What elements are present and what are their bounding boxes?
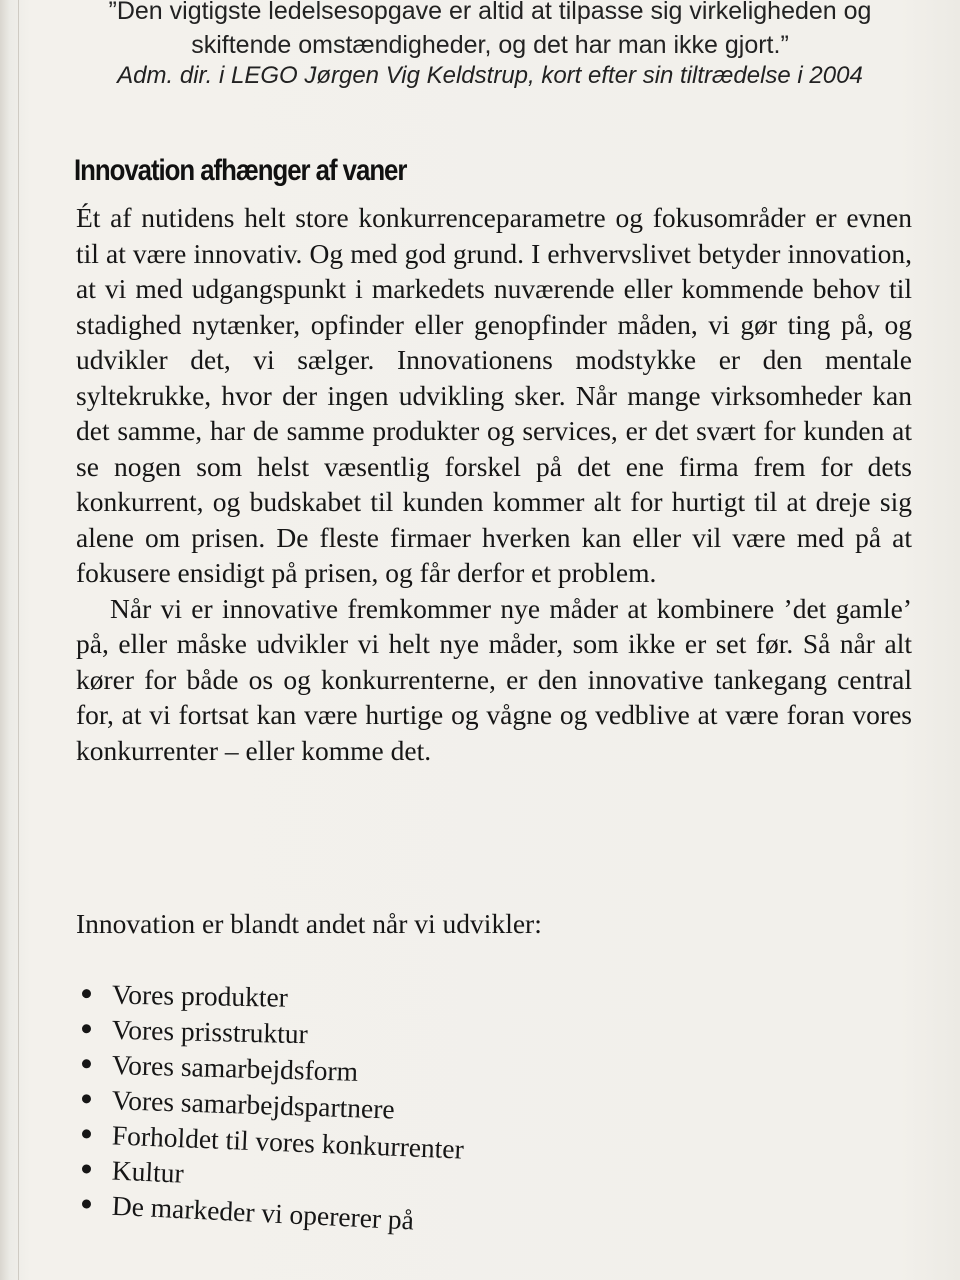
page-gutter	[0, 0, 19, 1280]
bullet-list	[76, 976, 636, 1236]
bullet-icon	[82, 1199, 91, 1208]
bullet-icon	[82, 1094, 91, 1103]
list-intro: Innovation er blandt andet når vi udvikler:	[76, 908, 542, 939]
bullet-icon	[82, 989, 91, 998]
paragraph-2: Når vi er innovative fremkommer nye måder at kombinere ’det gamle’ på, eller måske udvikler vi helt nye måder, som ikke er set før. Så når alt kører for både os og konkurrenterne, er den innovative tankegang central for, at vi fortsat kan være hurtige og vågne og vedblive at være foran vores konkurrenter – eller komme det.	[76, 592, 912, 766]
quote-line-1: ”Den vigtigste ledelsesopgave er altid at tilpasse sig virkeligheden og	[108, 0, 872, 25]
bullet-icon	[82, 1024, 91, 1033]
list-item-text: Vores produkter	[111, 978, 289, 1013]
bullet-icon	[82, 1164, 91, 1173]
quote-attribution: Adm. dir. i LEGO Jørgen Vig Keldstrup, kort efter sin tiltrædelse i 2004	[117, 62, 863, 89]
epigraph-quote	[60, 0, 920, 62]
list-item-text: Vores samarbejdspartnere	[111, 1084, 396, 1125]
list-item-text: Forholdet til vores konkurrenter	[111, 1119, 465, 1165]
list-item-text: Vores prisstruktur	[111, 1013, 309, 1050]
list-item-text: De markeder vi opererer på	[111, 1189, 415, 1236]
paragraph-1: Ét af nutidens helt store konkurrenceparametre og fokusområder er evnen til at være innovativ. Og med god grund. I erhvervslivet betyder innovation, at vi med udgangspunkt i markedets nuværende eller kommende behov til stadighed nytænker, opfinder eller genopfinder måden, vi gør ting på, og udvikler det, vi sælger. Innovationens modstykke er den mentale syltekrukke, hvor der ingen udvikling sker. Når mange virksomheder kan det samme, har de samme produkter og services, er det svært for kunden at se nogen som helst væsentlig forskel på det ene firma frem for dets konkurrent, og budskabet til kunden kommer alt for hurtigt til at dreje sig alene om prisen. De fleste firmaer hverken kan eller vil være med på at fokusere ensidigt på prisen, og får derfor et problem.	[76, 202, 912, 588]
list-item-text: Vores samarbejdsform	[111, 1049, 359, 1087]
bullet-icon	[82, 1059, 91, 1068]
bullet-icon	[82, 1129, 91, 1138]
quote-line-2: skiftende omstændigheder, og det har man ikke gjort.”	[191, 31, 789, 59]
list-item-text: Kultur	[111, 1154, 185, 1189]
body-text	[76, 200, 912, 768]
section-heading: Innovation afhænger af vaner	[74, 154, 407, 187]
